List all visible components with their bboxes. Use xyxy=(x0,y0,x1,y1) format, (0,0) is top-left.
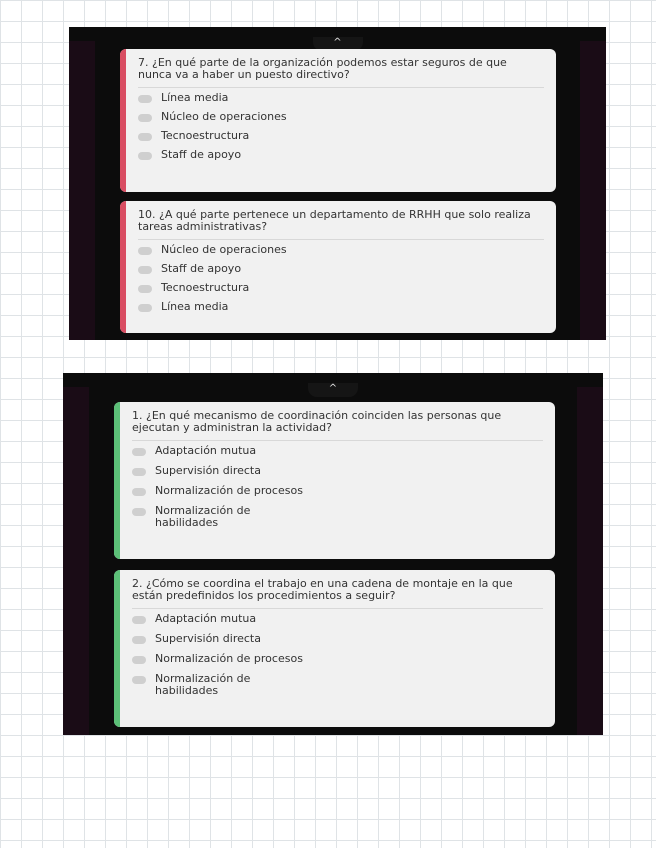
question-text: 2. ¿Cómo se coordina el trabajo en una cadena de montaje en la que están predefinidos los procedimientos a seguir? xyxy=(132,578,543,609)
option-label: Staff de apoyo xyxy=(161,148,242,161)
option-item[interactable] xyxy=(132,613,543,625)
radio-circle-icon[interactable] xyxy=(132,508,146,516)
right-margin xyxy=(577,387,603,735)
radio-circle-icon[interactable] xyxy=(138,266,152,274)
option-item[interactable] xyxy=(138,92,544,104)
options-list xyxy=(138,92,544,161)
option-item[interactable] xyxy=(132,445,543,457)
quiz-screenshot-2 xyxy=(63,373,603,735)
options-list xyxy=(132,613,543,697)
radio-circle-icon[interactable] xyxy=(138,95,152,103)
option-label: Línea media xyxy=(161,300,229,313)
radio-circle-icon[interactable] xyxy=(138,114,152,122)
collapse-chevron-icon[interactable]: ^ xyxy=(308,383,358,397)
option-item[interactable] xyxy=(138,149,544,161)
option-item[interactable] xyxy=(138,244,544,256)
radio-circle-icon[interactable] xyxy=(132,636,146,644)
options-list xyxy=(138,244,544,313)
radio-circle-icon[interactable] xyxy=(132,676,146,684)
right-margin xyxy=(580,41,606,340)
radio-circle-icon[interactable] xyxy=(132,488,146,496)
radio-circle-icon[interactable] xyxy=(132,656,146,664)
question-text: 7. ¿En qué parte de la organización podemos estar seguros de que nunca va a haber un puesto directivo? xyxy=(138,57,544,88)
option-label: Adaptación mutua xyxy=(155,444,257,457)
option-label: Línea media xyxy=(161,91,229,104)
radio-circle-icon[interactable] xyxy=(138,304,152,312)
option-item[interactable] xyxy=(132,673,543,697)
option-label: Normalización de procesos xyxy=(155,484,303,497)
radio-circle-icon[interactable] xyxy=(138,247,152,255)
option-item[interactable] xyxy=(132,465,543,477)
radio-circle-icon[interactable] xyxy=(132,468,146,476)
quiz-screenshot-1 xyxy=(69,27,606,340)
option-label: Normalización de habilidades xyxy=(155,672,251,697)
question-card-7 xyxy=(120,49,556,192)
option-label: Núcleo de operaciones xyxy=(161,110,287,123)
radio-circle-icon[interactable] xyxy=(132,448,146,456)
radio-circle-icon[interactable] xyxy=(132,616,146,624)
option-item[interactable] xyxy=(132,633,543,645)
option-item[interactable] xyxy=(138,263,544,275)
collapse-chevron-icon[interactable]: ^ xyxy=(313,37,363,51)
option-label: Tecnoestructura xyxy=(161,281,250,294)
question-card-10 xyxy=(120,201,556,333)
radio-circle-icon[interactable] xyxy=(138,152,152,160)
question-text: 1. ¿En qué mecanismo de coordinación coinciden las personas que ejecutan y administran la actividad? xyxy=(132,410,543,441)
question-card-1 xyxy=(114,402,555,559)
option-item[interactable] xyxy=(138,130,544,142)
option-item[interactable] xyxy=(132,485,543,497)
option-item[interactable] xyxy=(132,653,543,665)
question-text: 10. ¿A qué parte pertenece un departamento de RRHH que solo realiza tareas administrativas? xyxy=(138,209,544,240)
option-item[interactable] xyxy=(138,111,544,123)
radio-circle-icon[interactable] xyxy=(138,133,152,141)
option-item[interactable] xyxy=(132,505,543,529)
options-list xyxy=(132,445,543,529)
left-margin xyxy=(69,41,95,340)
option-label: Normalización de procesos xyxy=(155,652,303,665)
option-item[interactable] xyxy=(138,301,544,313)
option-label: Núcleo de operaciones xyxy=(161,243,287,256)
option-item[interactable] xyxy=(138,282,544,294)
option-label: Supervisión directa xyxy=(155,632,261,645)
option-label: Normalización de habilidades xyxy=(155,504,251,529)
radio-circle-icon[interactable] xyxy=(138,285,152,293)
option-label: Supervisión directa xyxy=(155,464,261,477)
option-label: Tecnoestructura xyxy=(161,129,250,142)
option-label: Staff de apoyo xyxy=(161,262,242,275)
left-margin xyxy=(63,387,89,735)
question-card-2 xyxy=(114,570,555,727)
option-label: Adaptación mutua xyxy=(155,612,257,625)
